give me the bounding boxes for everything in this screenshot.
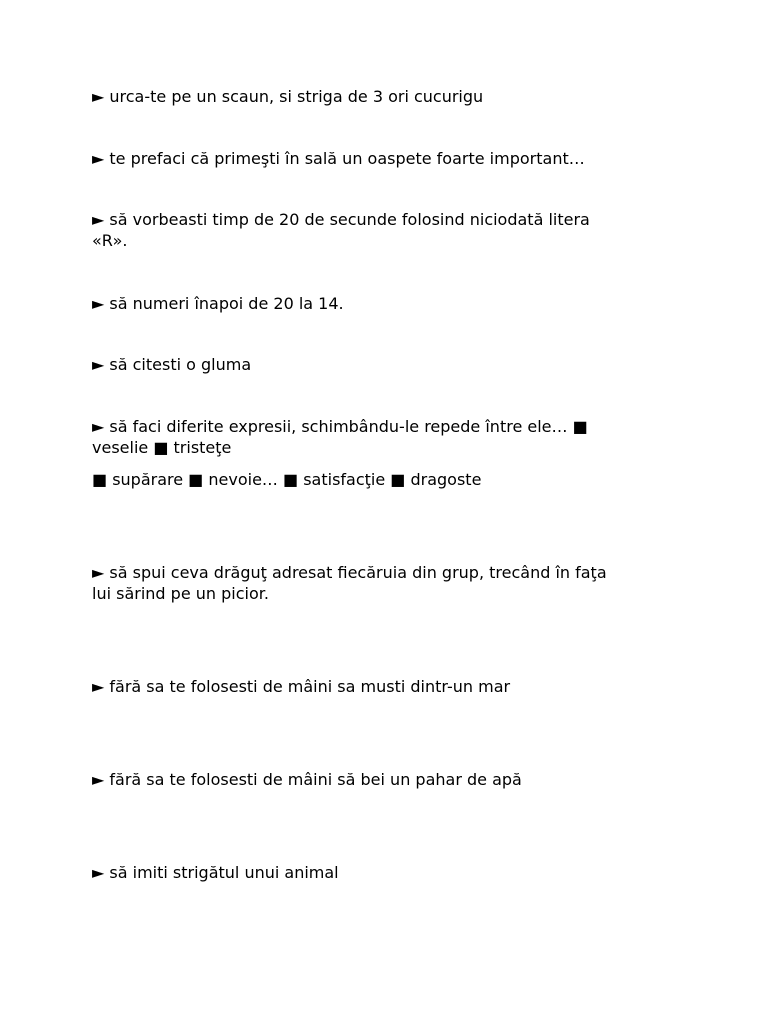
- instruction-line: ► să vorbeasti timp de 20 de secunde folosind niciodată litera: [92, 210, 590, 229]
- instruction-line: ► să numeri înapoi de 20 la 14.: [92, 294, 344, 313]
- instruction-item: [92, 293, 692, 314]
- instruction-line: ► fără sa te folosesti de mâini să bei un pahar de apă: [92, 770, 522, 789]
- instruction-line: ■ supărare ■ nevoie… ■ satisfacţie ■ dragoste: [92, 470, 482, 489]
- instruction-line: ► să spui ceva drăguţ adresat fiecăruia din grup, trecând în faţa: [92, 563, 607, 582]
- instruction-item: [92, 469, 692, 490]
- instruction-item: [92, 562, 692, 604]
- instruction-item: [92, 148, 692, 169]
- instruction-line: ► te prefaci că primeşti în sală un oaspete foarte important…: [92, 149, 585, 168]
- instruction-line: ► fără sa te folosesti de mâini sa musti dintr-un mar: [92, 677, 511, 696]
- instruction-line: ► să faci diferite expresii, schimbându-le repede între ele… ■: [92, 417, 588, 436]
- instruction-item: [92, 676, 692, 697]
- instruction-line: ► să imiti strigătul unui animal: [92, 863, 339, 882]
- instruction-item: [92, 862, 692, 883]
- instruction-item: [92, 416, 692, 458]
- instruction-line: ► să citesti o gluma: [92, 355, 252, 374]
- instruction-item: [92, 86, 692, 107]
- instruction-item: [92, 354, 692, 375]
- instruction-line: ► urca-te pe un scaun, si striga de 3 ori cucurigu: [92, 87, 484, 106]
- instruction-line: veselie ■ tristeţe: [92, 438, 232, 457]
- instruction-item: [92, 769, 692, 790]
- instruction-line: lui sărind pe un picior.: [92, 584, 269, 603]
- instruction-item: [92, 209, 692, 251]
- instruction-line: «R».: [92, 231, 128, 250]
